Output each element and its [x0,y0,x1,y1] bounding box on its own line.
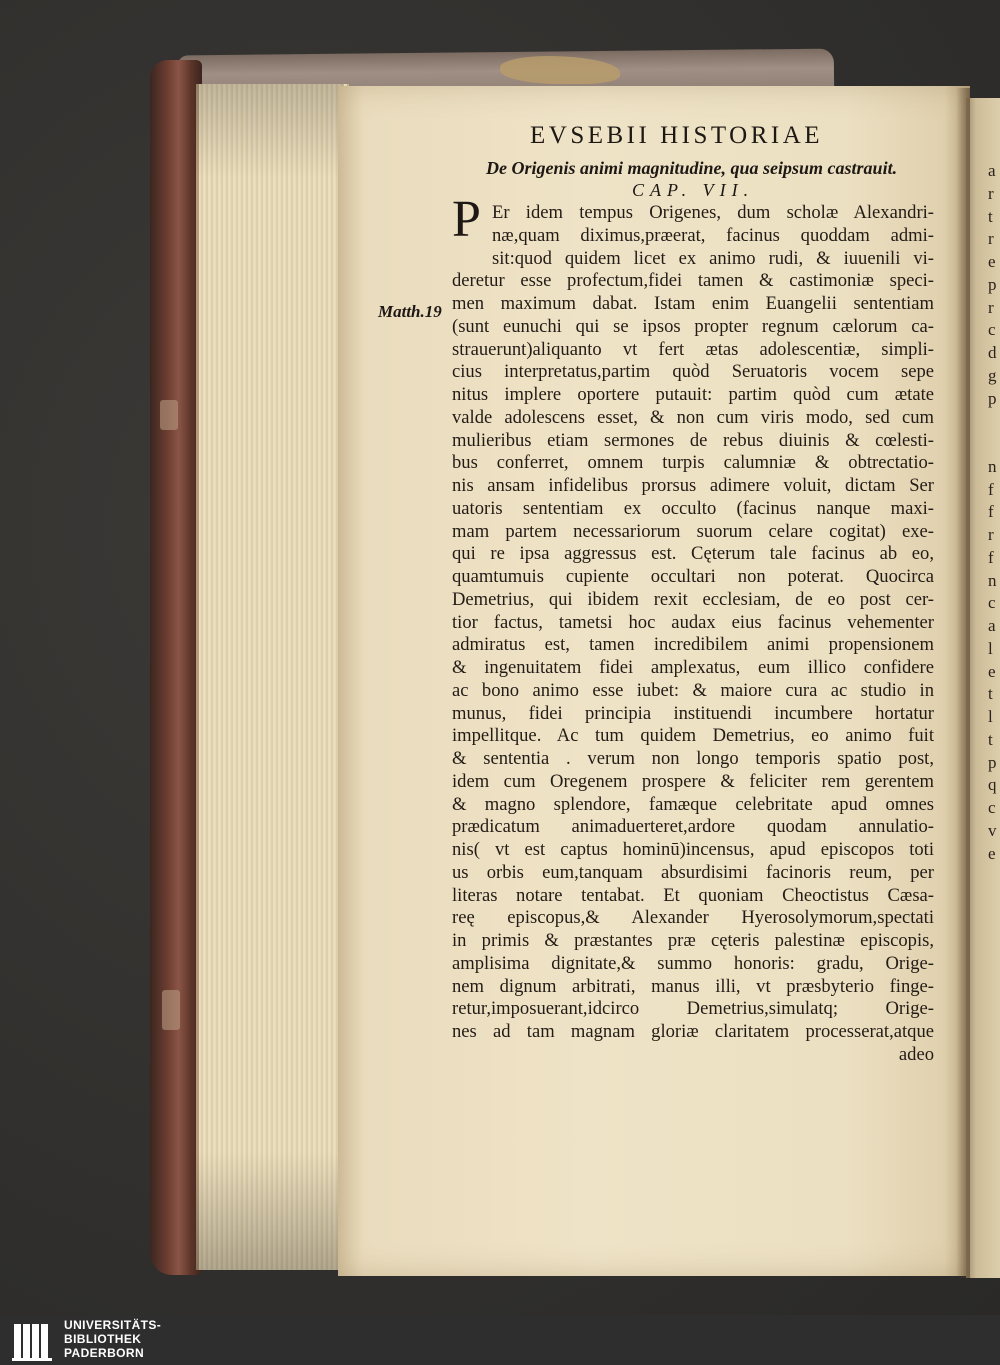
chapter-title: De Origenis animi magnitudine, qua seipsum castrauit. [486,158,898,178]
facing-page-letter: r [988,183,994,203]
facing-page-letter: p [988,388,997,408]
text-line: nis( vt est captus hominū)incensus, apud episcopos toti [452,839,934,860]
text-line: prædicatum animaduerteret,ardore quodam annulatio- [452,816,934,838]
text-line: uatoris sententiam ex occulto (facinus nanque maxi- [452,497,934,519]
fore-edge-shadow [196,84,344,1270]
facing-page-letter: t [988,684,993,704]
margin-note: Matth.19 [378,302,442,321]
page-gutter [956,88,970,1278]
text-line: us orbis eum,tanquam absurdisimi facinoris reum, per [452,861,934,883]
facing-page-letter: n [988,570,997,590]
facing-page-letter: g [988,365,997,385]
facing-page-letter: r [988,229,994,249]
facing-page-letter: e [988,252,996,271]
text-line: literas notare tentabat. Et quoniam Cheoctistus Cæsa- [452,884,934,906]
text-line: Er idem tempus Origenes, dum scholæ Alexandri- [492,202,934,223]
text-line: idem cum Oregenem prospere & feliciter rem gerentem [452,770,934,792]
facing-page-letter: t [988,729,993,749]
text-line: tior factus, tametsi hoc audax eius facinus vehementer [452,611,934,633]
body-text [452,202,934,1067]
facing-page-letter: f [988,547,994,567]
text-line: in primis & præstantes præ cęteris palestinæ episcopis, [452,930,934,951]
text-line: Demetrius, qui ibidem rexit ecclesiam, de eo post cer- [452,588,934,610]
text-line: nem dignum arbitrati, manus illi, vt præsbyterio finge- [452,975,934,997]
facing-page-text [988,160,1000,865]
facing-page-letter: r [988,525,994,544]
text-line: strauerunt)aliquanto vt fert ætas adolescentiæ, simpli- [452,338,934,360]
facing-page-letter: f [988,479,994,499]
facing-page-letter [988,410,1000,433]
text-line: admiratus est, tamen incredibilem animi propensionem [452,634,934,656]
text-line: & magno splendore, famæque celebritate apud omnes [452,793,934,815]
text-line: sit:quod quidem licet ex animo rudi, & iuuenili vi- [492,247,934,269]
chapter-number: CAP. VII. [632,180,755,200]
facing-page-letter: c [988,320,996,340]
facing-page-letter: a [988,161,996,180]
library-name-line: BIBLIOTHEK [64,1332,142,1346]
text-line: ac bono animo esse iubet: & maiore cura ac studio in [452,679,934,701]
text-line: quamtumuis cupiente occultari non poterat. Quocirca [452,566,934,587]
spine-wear [160,400,178,430]
facing-page-letter: c [988,593,996,613]
facing-page-letter: e [988,843,996,863]
text-line: mam partem necessariorum suorum celare cogitat) exe- [452,520,934,542]
text-line: valde adolescens esset, & non cum viris modo, sed cum [452,406,934,428]
facing-page-letter: v [988,820,997,840]
facing-page-letter: r [988,297,994,317]
facing-page-letter: c [988,798,996,817]
text-line: munus, fidei principia instituendi incumbere hortatur [452,702,934,724]
facing-page-letter [988,433,1000,456]
library-name-line: UNIVERSITÄTS- [64,1318,162,1332]
facing-page-letter: t [988,206,993,226]
running-header: EVSEBII HISTORIAE [530,122,824,149]
text-line: & ingenuitatem fidei amplexatus, eum illico confidere [452,657,934,678]
text-line: adeo [898,1043,934,1065]
text-line: men maximum dabat. Istam enim Euangelii sententiam [452,293,934,314]
library-logo-icon [12,1320,56,1362]
text-line: qui re ipsa aggressus est. Cęterum tale facinus ab eo, [452,543,934,565]
facing-page-letter: p [988,752,997,772]
library-name-line: PADERBORN [64,1346,145,1360]
library-name [64,1318,161,1360]
text-line: (sunt eunuchi qui se ipsos propter regnum cælorum ca- [452,315,934,337]
text-line: bus conferret, omnem turpis calumniæ & obtrectatio- [452,452,934,474]
spine-wear [162,990,180,1030]
text-line: deretur esse profectum,fidei tamen & castimoniæ speci- [452,270,934,292]
facing-page-letter: n [988,456,997,476]
facing-page-letter: q [988,775,997,795]
facing-page-letter: e [988,661,996,681]
text-line: cius interpretatus,partim quòd Seruatoris vocem sepe [452,361,934,383]
text-line: amplisima dignitate,& summo honoris: gradu, Orige- [452,952,934,974]
text-line: impellitque. Ac tum quidem Demetrius, eo animo fuit [452,725,934,747]
facing-page-letter: l [988,638,993,658]
facing-page-letter: d [988,343,997,362]
facing-page-letter: f [988,502,994,522]
book-spine [150,60,202,1275]
facing-page-letter: l [988,707,993,726]
text-line: mulieribus etiam sermones de rebus diuinis & cœlesti- [452,429,934,451]
facing-page-letter: p [988,274,997,294]
text-line: nes ad tam magnam gloriæ claritatem processerat,atque [452,1021,934,1042]
text-line: næ,quam diximus,præerat, facinus quoddam admi- [492,224,934,246]
facing-page-letter: a [988,616,996,635]
drop-capital: P [452,191,481,248]
text-line: reę episcopus,& Alexander Hyerosolymorum,spectati [452,907,934,929]
text-line: nis ansam infidelibus prorsus adimere voluit, dictam Ser [452,475,934,496]
text-line: retur,imposuerant,idcirco Demetrius,simulatq; Orige- [452,998,934,1020]
text-line: & sententia . verum non longo temporis spatio post, [452,748,934,769]
text-line: nitus implere oportere putauit: partim quòd cum ætate [452,384,934,405]
